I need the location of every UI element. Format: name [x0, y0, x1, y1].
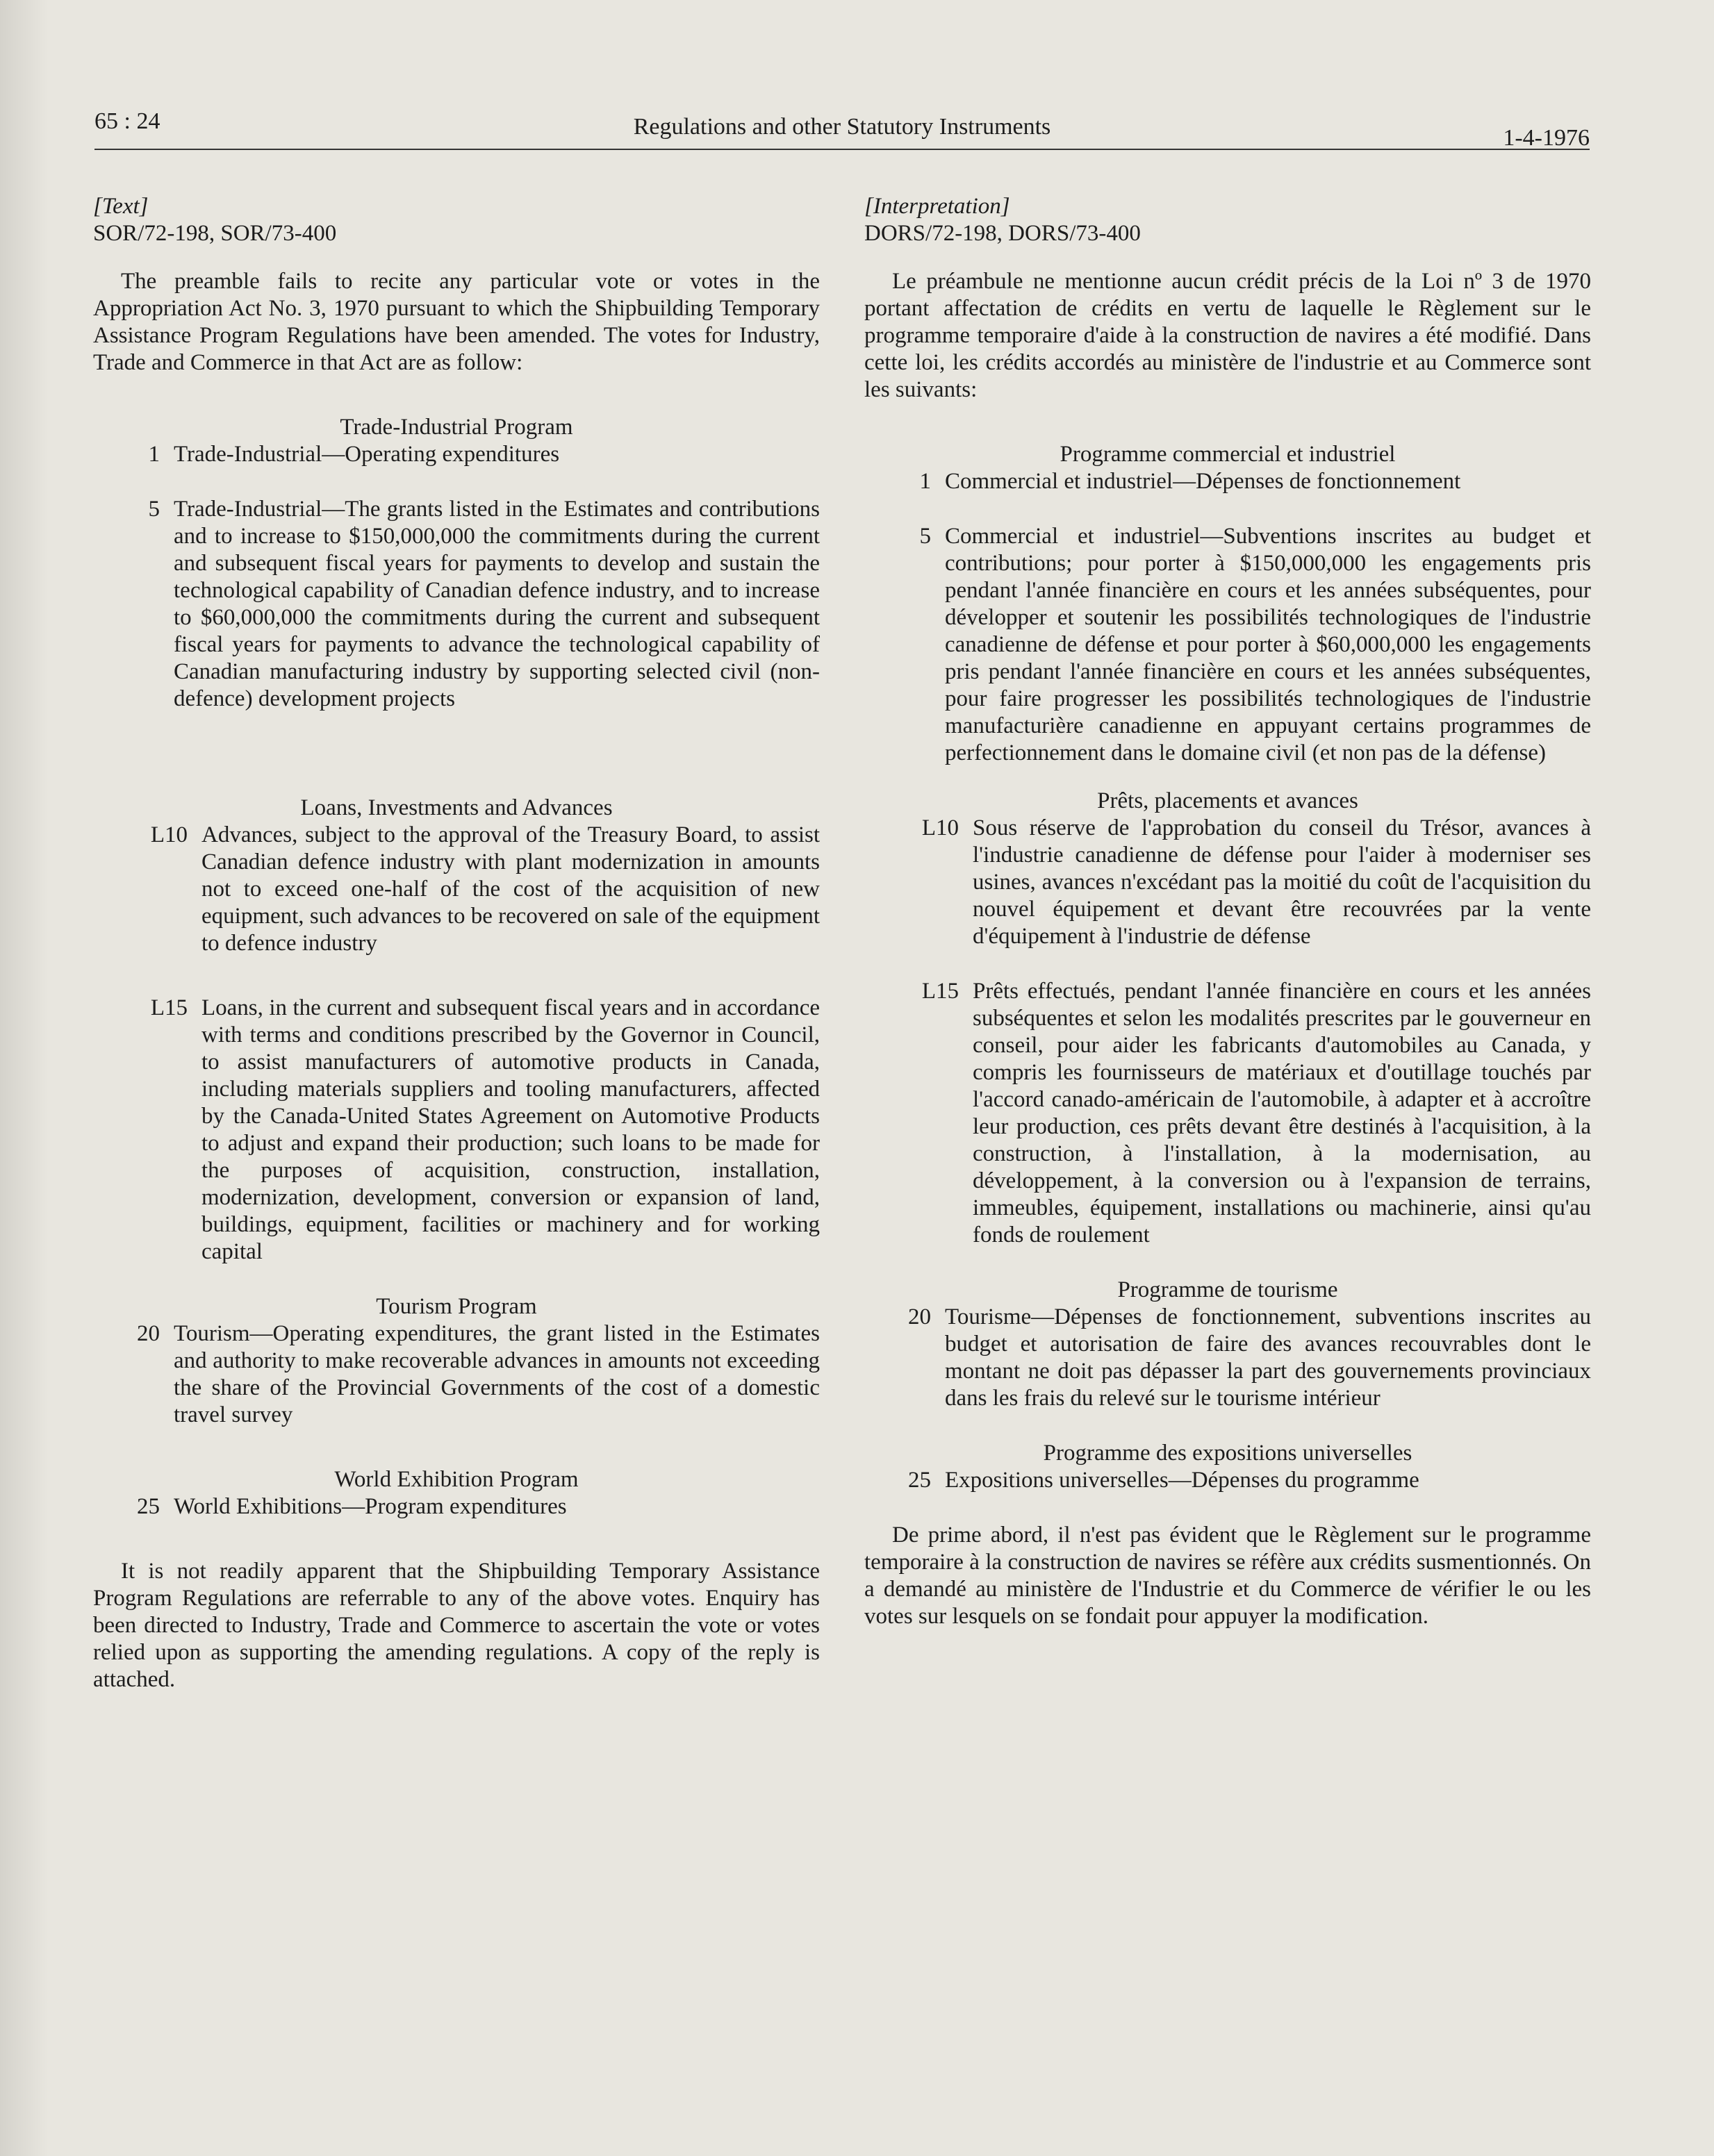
vote-number: 1: [919, 469, 931, 494]
program-heading: Tourism Program: [376, 1294, 537, 1319]
program-heading: Trade-Industrial Program: [340, 415, 573, 440]
section-label: [Text]: [93, 194, 149, 219]
vote-text: World Exhibitions—Program expenditures: [174, 1494, 567, 1519]
vote-text: Commercial et industriel—Subventions inscrites au budget et contributions; pour porter à $150,000,000 les engagements pris pendant l'année financière en cours et les années subséquentes, pour développer et soutenir les possibilités technologiques de l'industrie canadienne de défense et pour porter à $60,000,000 les engagements pris pendant l'année financière en cours et les années subséquentes, pour faire progresser les possibilités technologiques de l'industrie manufacturière canadienne en appuyant certains programmes de perfectionnement dans le domaine civil (et non pas de la défense): [945, 524, 1591, 765]
instrument-references: SOR/72-198, SOR/73-400: [93, 221, 337, 246]
page-number: 65 : 24: [94, 108, 160, 134]
vote-item: [864, 1304, 1591, 1412]
program-heading: Programme commercial et industriel: [1060, 442, 1396, 467]
closing-paragraph: It is not readily apparent that the Shipbuilding Temporary Assistance Program Regulations are referrable to any of the above votes. Enquiry has been directed to Industry, Trade and Commerce to ascertain the vote or votes relied upon as supporting the amending regulations. A copy of the reply is attached.: [93, 1559, 820, 1692]
vote-text: Sous réserve de l'approbation du conseil du Trésor, avances à l'industrie canadienne de défense pour l'aider à moderniser ses usines, avances n'excédant pas la moitié du coût de l'acquisition du nouvel équipement et devant être recouvrées par la vente d'équipement à l'industrie de défense: [973, 815, 1591, 949]
vote-text: Prêts effectués, pendant l'année financière en cours et les années subséquentes et selon les modalités prescrites par le gouverneur en conseil, pour aider les fabricants d'automobiles au Canada, y compris les fournisseurs de matériaux et d'outillage touchés par l'accord canado-américain de l'automobile, à adapter et à accroître leur production, ces prêts devant être destinés à l'acquisition, à la construction, à l'installation, à la modernisation, au développement, à la conversion ou à l'expansion de terrains, immeubles, équipement, installations ou machinerie, ainsi qu'au fonds de roulement: [973, 979, 1591, 1247]
header-rule: [94, 149, 1590, 150]
vote-item: [93, 822, 820, 957]
vote-number: 20: [137, 1321, 160, 1346]
vote-number: L10: [150, 822, 188, 847]
vote-number: 5: [919, 524, 931, 549]
vote-text: Trade-Industrial—The grants listed in the Estimates and contributions and to increase to $150,000,000 the commitments during the current and subsequent fiscal years for payments to develop and sustain the technological capability of Canadian defence industry, and to increase to $60,000,000 the commitments during the current and subsequent fiscal years for payments to advance the technological capability of Canadian manufacturing industry by supporting selected civil (non-defence) development projects: [174, 497, 820, 711]
vote-text: Tourisme—Dépenses de fonctionnement, subventions inscrites au budget et autorisation de faire des avances recouvrables dont le montant ne doit pas dépasser la part des gouvernements provinciaux dans les frais du relevé sur le tourisme intérieur: [945, 1304, 1591, 1411]
vote-number: L15: [921, 979, 959, 1004]
instrument-references: DORS/72-198, DORS/73-400: [864, 221, 1141, 246]
program-heading: Programme des expositions universelles: [1043, 1441, 1412, 1466]
closing-paragraph: De prime abord, il n'est pas évident que le Règlement sur le programme temporaire à la construction de navires se réfère aux crédits susmentionnés. On a demandé au ministère de l'Industrie et du Commerce de vérifier le ou les votes sur lesquels on se fondait pour appuyer la modification.: [864, 1523, 1591, 1629]
vote-item: [864, 815, 1591, 950]
french-column: [864, 193, 1591, 1630]
vote-item: [864, 468, 1591, 495]
vote-number: 20: [908, 1304, 931, 1329]
vote-item: [93, 441, 820, 468]
vote-number: L10: [921, 815, 959, 840]
page-header: [94, 104, 1590, 150]
program-heading: Prêts, placements et avances: [1097, 788, 1358, 813]
intro-paragraph: Le préambule ne mentionne aucun crédit précis de la Loi nº 3 de 1970 portant affectation de crédits en vertu de laquelle le Règlement sur le programme temporaire d'aide à la construction de navires a été modifié. Dans cette loi, les crédits accordés au ministère de l'industrie et au Commerce sont les suivants:: [864, 269, 1591, 402]
running-title: Regulations and other Statutory Instruments: [633, 114, 1051, 140]
vote-text: Commercial et industriel—Dépenses de fonctionnement: [945, 469, 1461, 494]
vote-number: L15: [150, 995, 188, 1020]
issue-date: 1-4-1976: [1503, 125, 1590, 151]
vote-item: [93, 995, 820, 1266]
vote-text: Loans, in the current and subsequent fiscal years and in accordance with terms and conditions prescribed by the Governor in Council, to assist manufacturers of automotive products in Canada, including materials suppliers and tooling manufacturers, affected by the Canada-United States Agreement on Automotive Products to adjust and expand their production; such loans to be made for the purposes of acquisition, construction, installation, modernization, development, conversion or expansion of land, buildings, equipment, facilities or machinery and for working capital: [201, 995, 820, 1264]
vote-item: [864, 523, 1591, 767]
vote-text: Expositions universelles—Dépenses du programme: [945, 1468, 1419, 1493]
page-edge: [0, 0, 49, 2156]
section-label: [Interpretation]: [864, 194, 1010, 219]
vote-text: Advances, subject to the approval of the Treasury Board, to assist Canadian defence industry with plant modernization in amounts not to exceed one-half of the cost of the acquisition of new equipment, such advances to be recovered on sale of the equipment to defence industry: [201, 822, 820, 956]
intro-paragraph: The preamble fails to recite any particular vote or votes in the Appropriation Act No. 3, 1970 pursuant to which the Shipbuilding Temporary Assistance Program Regulations have been amended. The votes for Industry, Trade and Commerce in that Act are as follow:: [93, 269, 820, 375]
vote-item: [864, 1467, 1591, 1494]
vote-number: 25: [137, 1494, 160, 1519]
program-heading: Loans, Investments and Advances: [300, 795, 613, 820]
vote-item: [864, 978, 1591, 1249]
vote-item: [93, 496, 820, 713]
vote-item: [93, 1320, 820, 1429]
vote-text: Tourism—Operating expenditures, the grant listed in the Estimates and authority to make recoverable advances in amounts not exceeding the share of the Provincial Governments of the cost of a domestic travel survey: [174, 1321, 820, 1427]
vote-number: 5: [148, 497, 160, 522]
program-heading: World Exhibition Program: [334, 1467, 579, 1492]
program-heading: Programme de tourisme: [1117, 1277, 1338, 1302]
vote-item: [93, 1493, 820, 1520]
vote-number: 25: [908, 1468, 931, 1493]
vote-text: Trade-Industrial—Operating expenditures: [174, 442, 560, 467]
english-column: [93, 193, 820, 1693]
vote-number: 1: [148, 442, 160, 467]
